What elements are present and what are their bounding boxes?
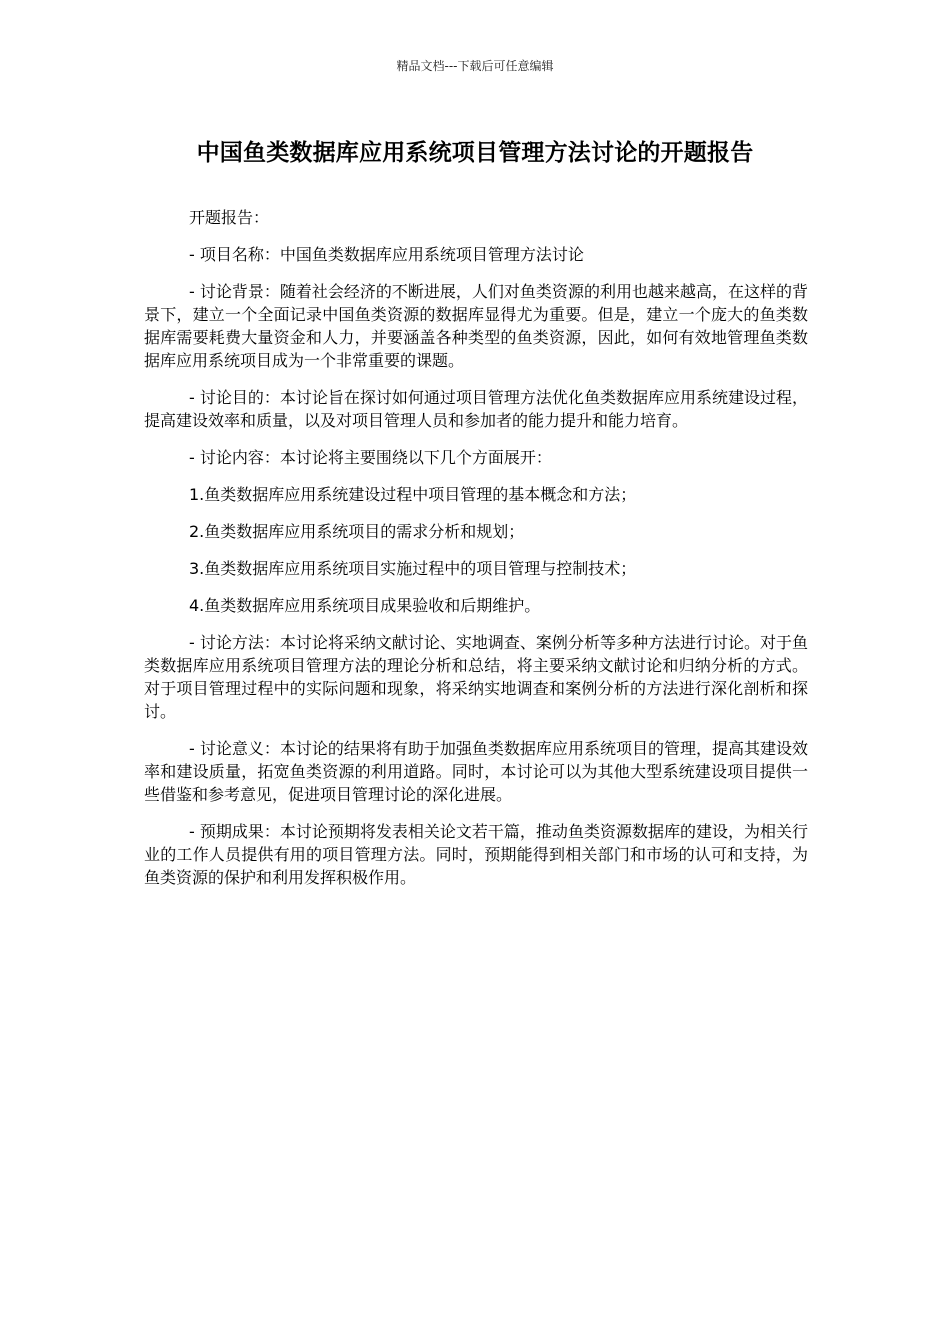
paragraph-purpose: - 讨论目的：本讨论旨在探讨如何通过项目管理方法优化鱼类数据库应用系统建设过程，提高建设效率和质量，以及对项目管理人员和参加者的能力提升和能力培育。 [144, 388, 808, 430]
list-item-content-4: 4.鱼类数据库应用系统项目成果验收和后期维护。 [189, 596, 541, 615]
paragraph-content: - 讨论内容：本讨论将主要围绕以下几个方面展开： [189, 448, 552, 467]
list-item-content-2: 2.鱼类数据库应用系统项目的需求分析和规划； [189, 522, 525, 541]
page-header: 精品文档---下载后可任意编辑 [396, 59, 554, 73]
paragraph-expected-results: - 预期成果：本讨论预期将发表相关论文若干篇，推动鱼类资源数据库的建设，为相关行业的工作人员提供有用的项目管理方法。同时，预期能得到相关部门和市场的认可和支持，为鱼类资源的保护和利用发挥积极作用。 [144, 822, 808, 887]
paragraph-method: - 讨论方法：本讨论将采纳文献讨论、实地调查、案例分析等多种方法进行讨论。对于鱼类数据库应用系统项目管理方法的理论分析和总结，将主要采纳文献讨论和归纳分析的方式。对于项目管理过程中的实际问题和现象，将采纳实地调查和案例分析的方法进行深化剖析和探讨。 [144, 633, 808, 721]
paragraph-background: - 讨论背景：随着社会经济的不断进展，人们对鱼类资源的利用也越来越高，在这样的背景下，建立一个全面记录中国鱼类资源的数据库显得尤为重要。但是，建立一个庞大的鱼类数据库需要耗费大量资金和人力，并要涵盖各种类型的鱼类资源，因此，如何有效地管理鱼类数据库应用系统项目成为一个非常重要的课题。 [144, 282, 808, 370]
list-item-content-1: 1.鱼类数据库应用系统建设过程中项目管理的基本概念和方法； [189, 485, 637, 504]
paragraph-intro-label: 开题报告： [189, 208, 270, 227]
list-item-content-3: 3.鱼类数据库应用系统项目实施过程中的项目管理与控制技术； [189, 559, 637, 578]
paragraph-significance: - 讨论意义：本讨论的结果将有助于加强鱼类数据库应用系统项目的管理，提高其建设效率和建设质量，拓宽鱼类资源的利用道路。同时，本讨论可以为其他大型系统建设项目提供一些借鉴和参考意见，促进项目管理讨论的深化进展。 [144, 739, 808, 804]
document-title: 中国鱼类数据库应用系统项目管理方法讨论的开题报告 [196, 140, 754, 166]
document-body [144, 206, 808, 903]
paragraph-project-name: - 项目名称：中国鱼类数据库应用系统项目管理方法讨论 [189, 245, 584, 264]
